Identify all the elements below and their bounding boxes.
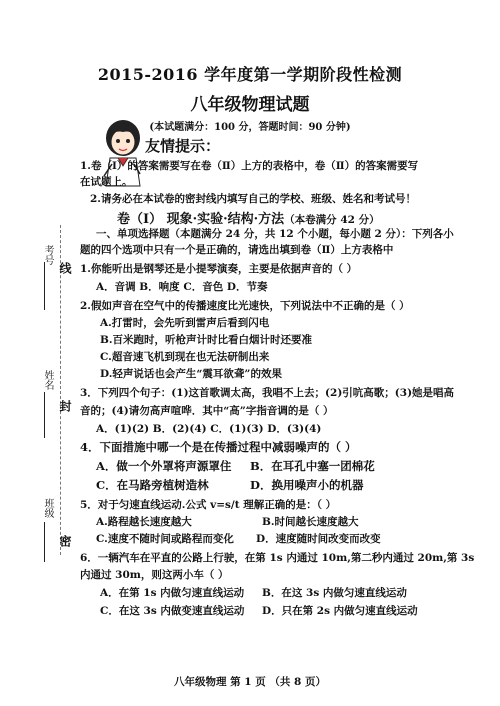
q4-option-c: C．在马路旁植树造林 [96,478,209,492]
instruction-line-1: 一、单项选择题（本题满分 24 分，共 12 个小题，每小题 2 分）：下列各小 [96,228,454,240]
q2-stem: 2.假如声音在空气中的传播速度比光速快，下列说法中不正确的是（ ） [80,300,410,312]
q3-stem-line-2: 音的；(4)请勿高声喧哗．其中“高”字指音调的是（ ） [80,405,334,417]
sidebar-feng-label: 封 [58,400,72,412]
q5-stem: 5．对于匀速直线运动.公式 v=s/t 理解正确的是：（ ） [80,499,337,511]
sidebar-kaohao-label: 考号 [42,245,53,265]
sidebar-mi-label: 密 [58,535,72,547]
q5-option-b: B.时间越长速度越大 [262,516,359,528]
q4-option-a: A．做一个外罩将声源罩住 [96,459,232,473]
q6-option-b: B．在这 3s 内做匀速直线运动 [262,587,407,599]
q5-option-a: A.路程越长速度越大 [96,516,192,528]
q1-stem: 1.你能听出是钢琴还是小提琴演奏，主要是依据声音的（ ） [80,263,358,275]
tip-line-1b: 在试题上。 [80,176,133,188]
q3-stem-line-1: 3．下列四个句子：(1)这首歌调太高，我唱不上去；(2)引吭高歌；(3)她是唱高 [80,387,455,399]
tips-title: 友情提示： [145,137,221,155]
section-heading-note: （本卷满分 42 分） [284,214,380,226]
q5-option-d: D．速度随时间改变而改变 [256,533,381,545]
q5-option-c: C.速度不随时间或路程而变化 [96,533,234,545]
q6-option-a: A．在第 1s 内做匀速直线运动 [100,587,245,599]
q4-option-d: D．换用噪声小的机器 [250,478,364,492]
section-heading-text: 卷（Ⅰ） 现象·实验·结构·方法 [117,212,285,227]
q2-option-c: C.超音速飞机到现在也无法研制出来 [100,351,270,363]
q4-stem: 4．下面措施中哪一个是在传播过程中减弱噪声的（ ） [80,440,357,454]
instruction-line-2: 题的四个选项中只有一个是正确的，请选出填到卷（Ⅱ）上方表格中 [80,244,394,256]
binding-line [60,225,61,555]
q6-option-d: D．只在第 2s 内做匀速直线运动 [262,605,418,617]
q2-option-d: D.轻声说话也会产生“震耳欲聋”的效果 [100,368,282,380]
q2-option-a: A.打雷时，会先听到雷声后看到闪电 [100,317,270,329]
exam-subtitle: 八年级物理试题 [190,95,310,115]
tip-line-1: 1.卷（Ⅰ）的答案需要写在卷（Ⅱ）上方的表格中，卷（Ⅱ）的答案需要写 [80,160,419,172]
sidebar-xingming-label: 姓名 [42,370,53,390]
q6-stem-line-2: 内通过 30m，则这两小车（ ） [80,569,229,581]
sidebar-xian-label: 线 [58,262,72,274]
tip-line-2: 2.请务必在本试卷的密封线内填写自己的学校、班级、姓名和考试号！ [90,193,416,205]
section-heading [117,208,380,228]
banji-underline [44,522,46,562]
exam-title: 2015-2016 学年度第一学期阶段性检测 [97,65,403,84]
score-info: (本试题满分：100 分，答题时间：90 分钟) [149,122,351,133]
q4-option-b: B．在耳孔中塞一团棉花 [250,459,375,473]
q1-options: A．音调 B．响度 C．音色 D．节奏 [96,281,268,293]
page-footer: 八年级物理 第 1 页 （共 8 页） [173,676,327,688]
xingming-underline [44,392,46,438]
q6-option-c: C．在这 3s 内做变速直线运动 [100,605,245,617]
sidebar-banji-label: 班级 [42,498,53,518]
kaohao-underline [44,262,46,310]
q3-options: A．(1)(2) B．(2)(4) C．(1)(3) D．(3)(4) [96,423,322,435]
q6-stem-line-1: 6．一辆汽车在平直的公路上行驶，在第 1s 内通过 10m,第二秒内通过 20m,第 3s [80,552,475,564]
q2-option-b: B.百米跑时，听枪声计时比看白烟计时还要准 [100,334,313,346]
